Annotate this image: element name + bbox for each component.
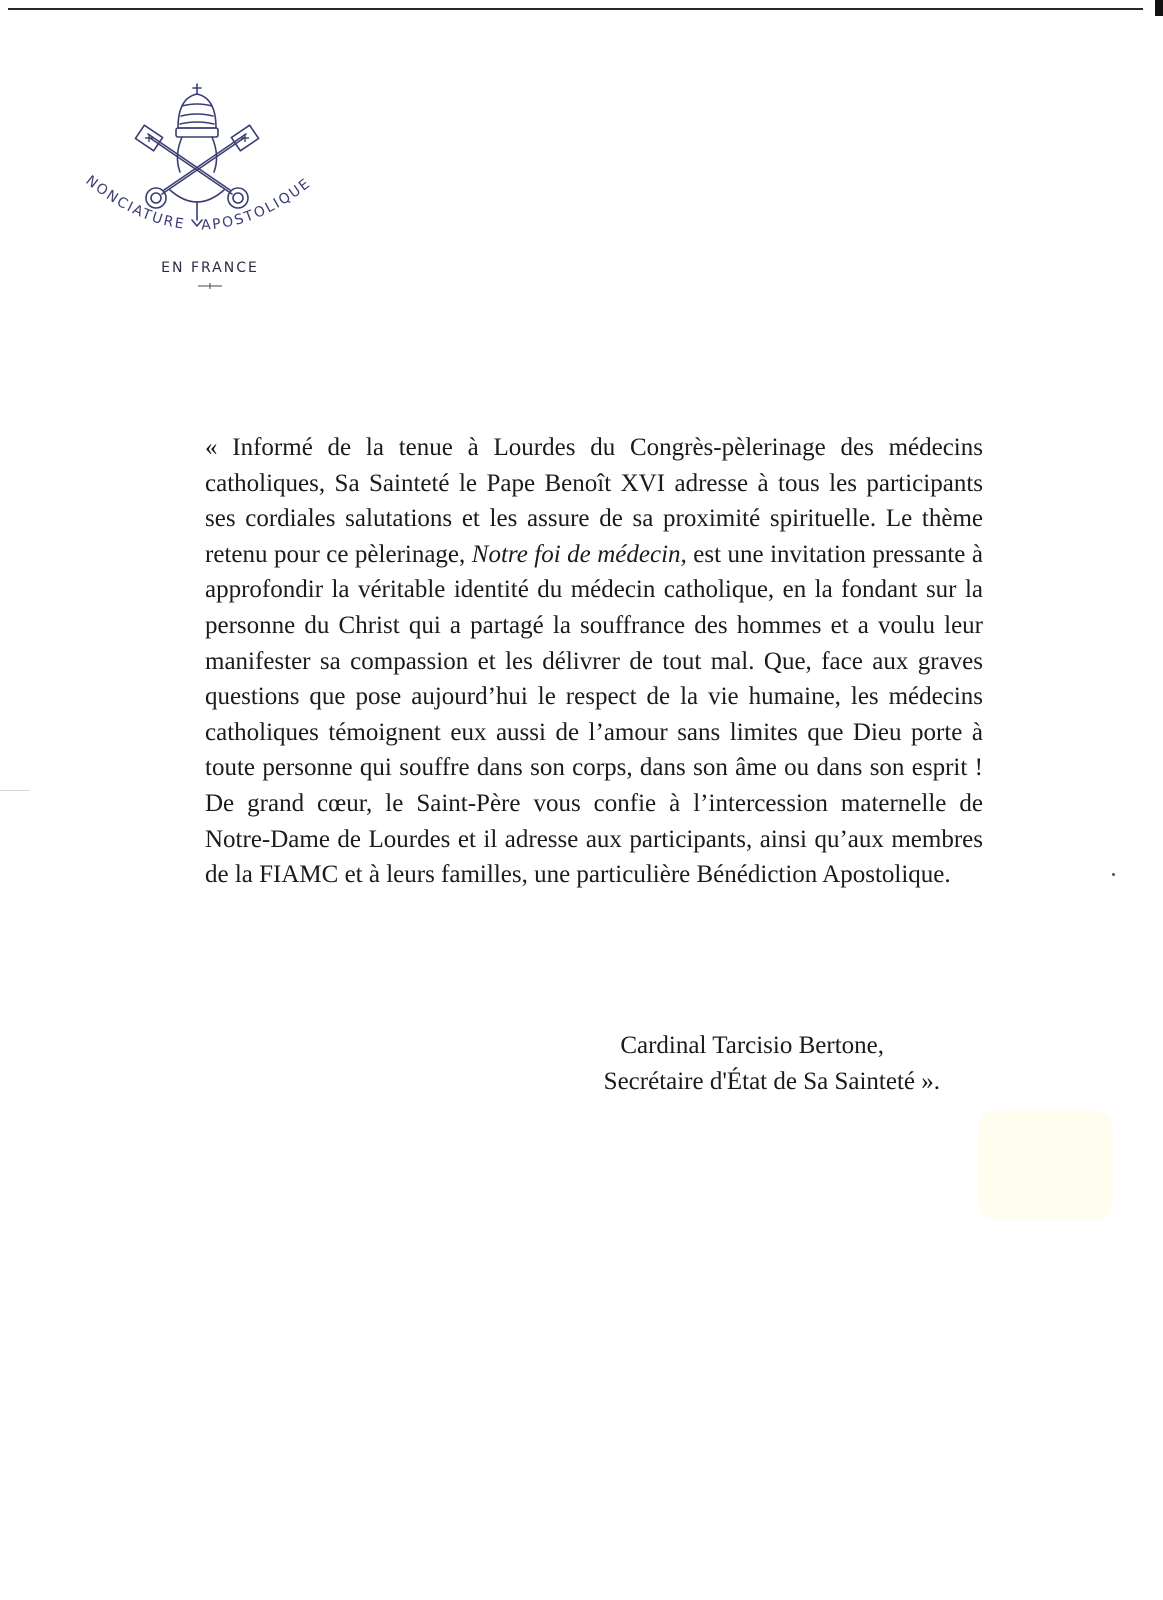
signature-block — [520, 1028, 940, 1100]
message-theme: Notre foi de médecin, — [471, 540, 687, 568]
arc-text-right: APOSTOLIQUE — [200, 175, 315, 234]
letterhead — [70, 72, 330, 312]
paper-stain — [978, 1110, 1113, 1220]
message-body — [205, 430, 983, 893]
paper-fold-mark — [0, 790, 30, 791]
message-part-2: est une invitation pressante à approfondir la véritable identité du médecin catholique, en la fondant sur la personne du Christ qui a partagé la souffrance des hommes et a voulu leur manifester sa compassion et les délivrer de tout mal. Que, face aux graves questions que pose aujourd’hui le respect de la vie humaine, les médecins catholiques témoignent eux aussi de l’amour sans limites que Dieu porte à toute personne qui souffre dans son corps, dans son âme ou dans son esprit ! De grand cœur, le Saint-Père vous confie à l’intercession maternelle de Notre-Dame de Lourdes et il adresse aux participants, ainsi qu’aux membres de la FIAMC et à leurs familles, une particulière Bénédiction Apostolique. — [205, 540, 983, 889]
ornament-divider-icon — [198, 282, 222, 290]
papal-tiara-crossed-keys-icon — [70, 72, 330, 312]
signature-name: Cardinal Tarcisio Bertone, — [620, 1032, 884, 1059]
message-part-1: « Informé de la tenue à Lourdes du Congrès-pèlerinage des médecins catholiques, Sa Sainteté le Pape Benoît XVI adresse à tous les participants ses cordiales salutations et les assure de sa proximité spirituelle. Le thème retenu pour ce pèlerinage, — [205, 434, 983, 568]
top-scan-border — [8, 8, 1143, 10]
letterhead-subtitle: EN FRANCE — [161, 260, 259, 276]
scan-speck — [1112, 873, 1115, 876]
scan-corner-mark — [1155, 0, 1163, 16]
arc-text-left: NONCIATURE — [82, 172, 187, 233]
signature-title: Secrétaire d'État de Sa Sainteté ». — [603, 1068, 940, 1095]
